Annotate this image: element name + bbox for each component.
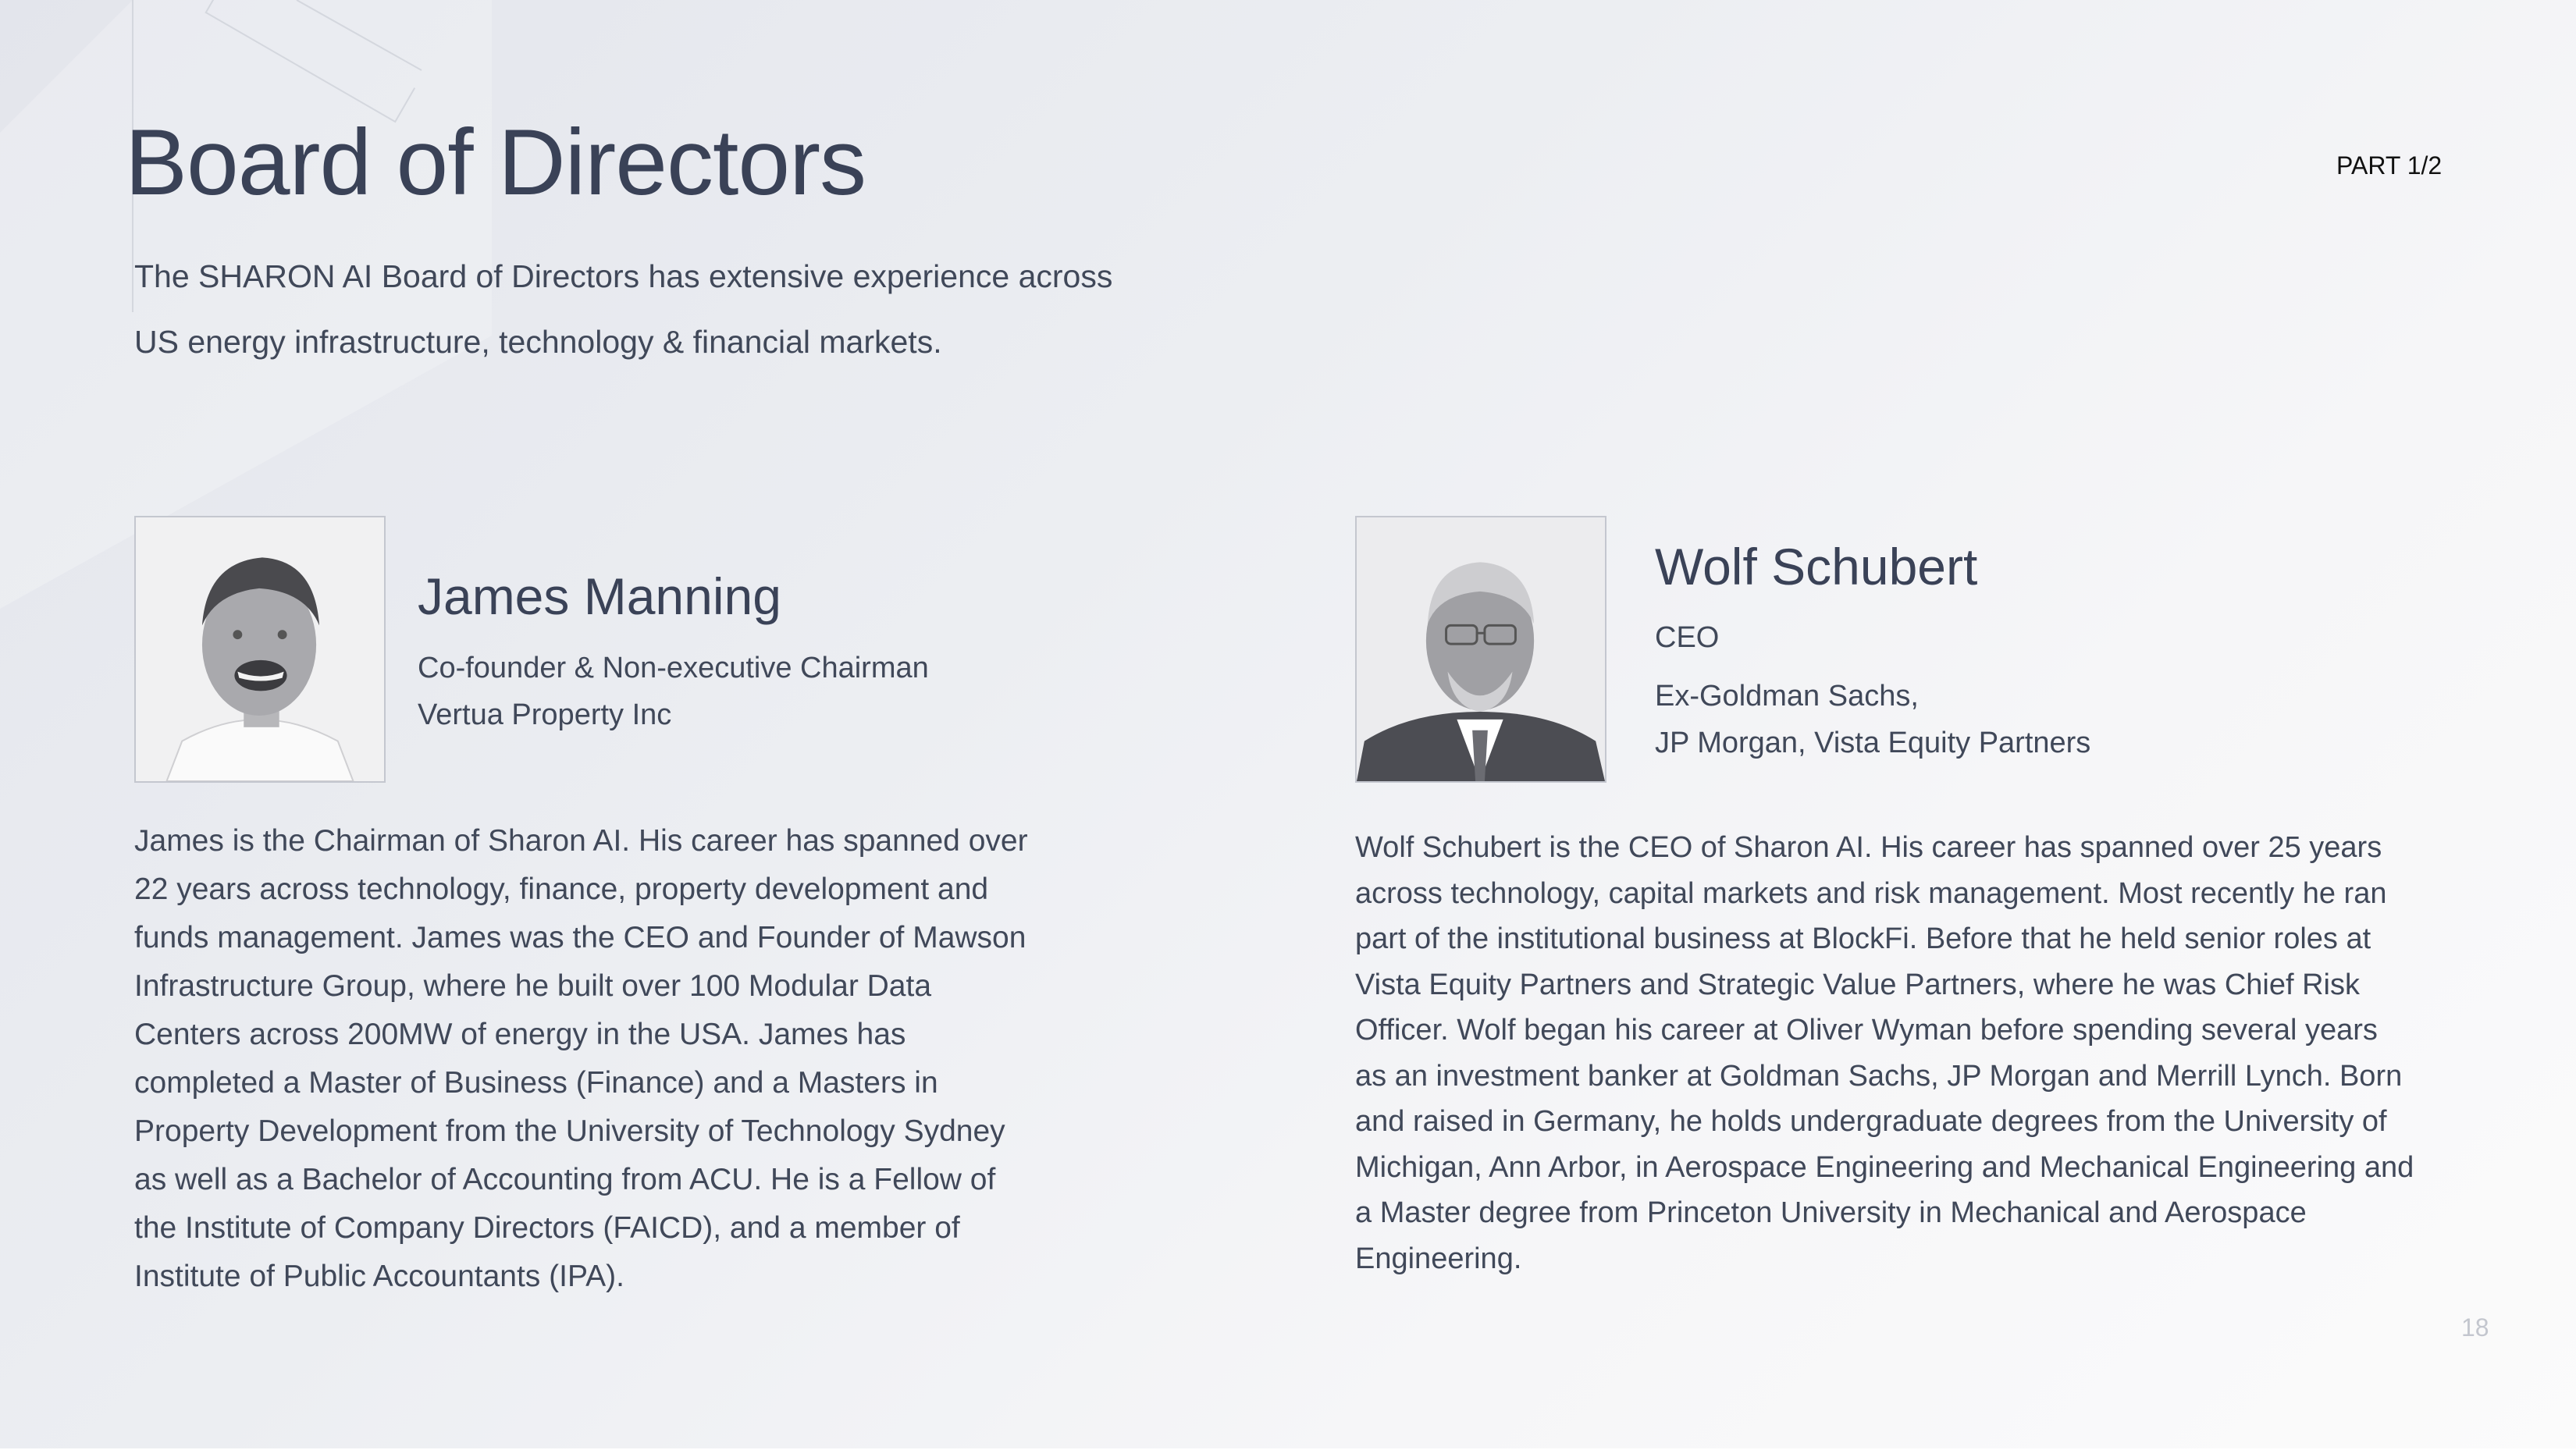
bio-line: Officer. Wolf began his career at Oliver Wyman before spending several years <box>1355 1014 2378 1047</box>
bio-line: as well as a Bachelor of Accounting from ACU. He is a Fellow of <box>134 1163 996 1196</box>
bio-line: Wolf Schubert is the CEO of Sharon AI. His career has spanned over 25 years <box>1355 831 2382 864</box>
director-role <box>1655 673 2090 766</box>
bio-line: as an investment banker at Goldman Sachs, JP Morgan and Merrill Lynch. Born <box>1355 1059 2403 1093</box>
role-line: Vertua Property Inc <box>418 698 672 731</box>
bio-line: the Institute of Company Directors (FAICD), and a member of <box>134 1211 960 1245</box>
bio-line: Michigan, Ann Arbor, in Aerospace Engineering and Mechanical Engineering and <box>1355 1150 2414 1184</box>
part-label: PART 1/2 <box>2336 151 2443 179</box>
bio-line: Institute of Public Accountants (IPA). <box>134 1260 624 1293</box>
bio-line: across technology, capital markets and risk management. Most recently he ran <box>1355 876 2387 910</box>
bio-line: Centers across 200MW of energy in the USA. James has <box>134 1018 906 1051</box>
role-line: Co-founder & Non-executive Chairman <box>418 652 929 684</box>
role-line: Ex-Goldman Sachs, <box>1655 680 1919 713</box>
role-line: JP Morgan, Vista Equity Partners <box>1655 727 2091 759</box>
director-bio <box>1355 825 2479 1281</box>
bio-line: a Master degree from Princeton University in Mechanical and Aerospace <box>1355 1196 2307 1229</box>
bio-line: 22 years across technology, finance, property development and <box>134 872 989 906</box>
bio-line: Engineering. <box>1355 1242 1522 1275</box>
intro-line: The SHARON AI Board of Directors has extensive experience across <box>134 258 1113 294</box>
director-bio <box>134 817 1110 1301</box>
bio-line: and raised in Germany, he holds undergraduate degrees from the University of <box>1355 1105 2387 1138</box>
director-photo-wolf-schubert <box>1355 516 1606 783</box>
bio-line: part of the institutional business at BlockFi. Before that he held senior roles at <box>1355 922 2371 955</box>
director-name: James Manning <box>418 567 781 625</box>
director-title: CEO <box>1655 621 1720 654</box>
director-photo-james-manning <box>134 516 386 783</box>
bio-line: James is the Chairman of Sharon AI. His career has spanned over <box>134 824 1028 858</box>
director-role <box>418 645 929 738</box>
bio-line: Infrastructure Group, where he built over 100 Modular Data <box>134 969 932 1003</box>
bio-line: Vista Equity Partners and Strategic Value Partners, where he was Chief Risk <box>1355 968 2360 1001</box>
director-name: Wolf Schubert <box>1655 538 1978 595</box>
page-number: 18 <box>2461 1313 2489 1342</box>
page-title: Board of Directors <box>125 110 866 215</box>
bio-line: Property Development from the University of Technology Sydney <box>134 1114 1005 1148</box>
intro-line: US energy infrastructure, technology & financial markets. <box>134 324 942 360</box>
bio-line: funds management. James was the CEO and Founder of Mawson <box>134 921 1026 954</box>
bio-line: completed a Master of Business (Finance) and a Masters in <box>134 1066 938 1100</box>
intro-text <box>134 243 1227 375</box>
